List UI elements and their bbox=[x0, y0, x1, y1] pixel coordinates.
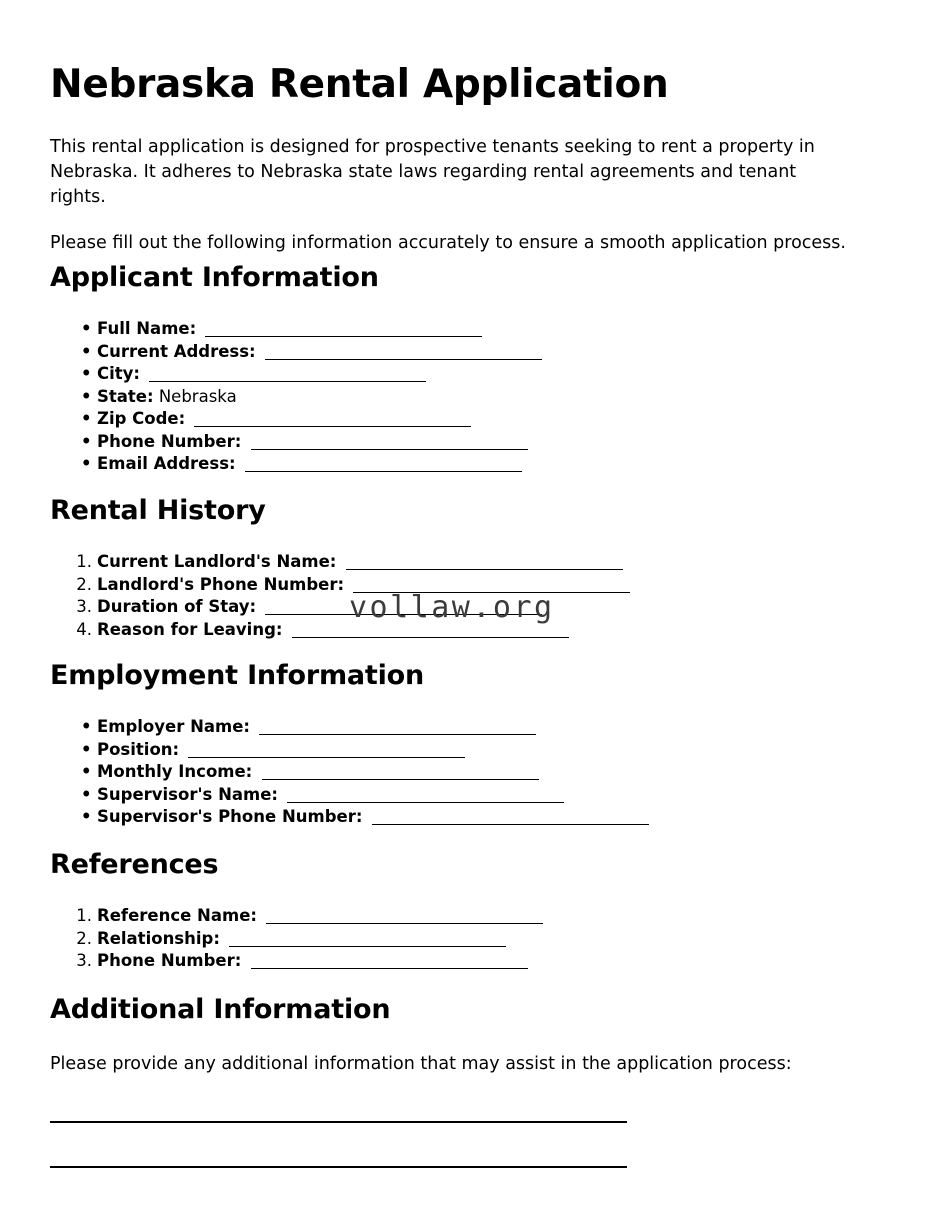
section-references bbox=[50, 849, 543, 973]
bullet-icon: • bbox=[81, 784, 92, 804]
field-label: Landlord's Phone Number: bbox=[97, 574, 345, 594]
bullet-icon: • bbox=[81, 386, 92, 406]
field-label: City: bbox=[97, 364, 141, 384]
list-item bbox=[50, 905, 543, 928]
field-blank-phone-number[interactable] bbox=[251, 436, 528, 450]
additional-information-prompt: Please provide any additional information that may assist in the application process: bbox=[50, 1054, 792, 1075]
list-item bbox=[50, 716, 649, 739]
section-heading-rental-history: Rental History bbox=[50, 495, 266, 526]
bullet-icon: • bbox=[81, 364, 92, 384]
employment-field-list bbox=[50, 716, 649, 829]
list-number: 3. bbox=[76, 951, 92, 971]
field-label: State: bbox=[97, 386, 154, 406]
list-number: 1. bbox=[76, 906, 92, 926]
bullet-icon: • bbox=[81, 762, 92, 782]
list-item bbox=[50, 386, 542, 409]
field-label: Duration of Stay: bbox=[97, 597, 257, 617]
list-item bbox=[50, 341, 542, 364]
list-item bbox=[50, 551, 630, 574]
references-field-list bbox=[50, 905, 543, 973]
additional-blank-line-1-wrap bbox=[50, 1121, 792, 1123]
list-item bbox=[50, 928, 543, 951]
list-item bbox=[50, 761, 649, 784]
field-label: Supervisor's Name: bbox=[97, 784, 279, 804]
field-label: Relationship: bbox=[97, 928, 220, 948]
field-label: Current Address: bbox=[97, 341, 256, 361]
list-item bbox=[50, 784, 649, 807]
section-additional-information bbox=[50, 994, 792, 1168]
field-blank-current-address[interactable] bbox=[265, 346, 542, 360]
list-number: 3. bbox=[76, 597, 92, 617]
list-item bbox=[50, 408, 542, 431]
field-label: Zip Code: bbox=[97, 409, 186, 429]
section-rental-history bbox=[50, 495, 630, 641]
field-blank-monthly-income[interactable] bbox=[262, 766, 539, 780]
field-blank-duration-of-stay[interactable] bbox=[265, 601, 542, 615]
field-blank-employer-name[interactable] bbox=[259, 721, 536, 735]
list-item bbox=[50, 739, 649, 762]
section-employment-information bbox=[50, 660, 649, 829]
field-label: Position: bbox=[97, 739, 180, 759]
list-item bbox=[50, 950, 543, 973]
section-heading-additional-information: Additional Information bbox=[50, 994, 391, 1025]
additional-blank-line-2-wrap bbox=[50, 1166, 792, 1168]
field-blank-email-address[interactable] bbox=[245, 458, 522, 472]
field-blank-city[interactable] bbox=[149, 368, 426, 382]
list-item bbox=[50, 574, 630, 597]
bullet-icon: • bbox=[81, 717, 92, 737]
field-label: Current Landlord's Name: bbox=[97, 552, 337, 572]
list-item bbox=[50, 619, 630, 642]
intro-paragraph-2: Please fill out the following information accurately to ensure a smooth application process. bbox=[50, 232, 846, 253]
intro-block bbox=[50, 135, 856, 255]
field-blank-landlord-phone-number[interactable] bbox=[353, 579, 630, 593]
bullet-icon: • bbox=[81, 319, 92, 339]
list-number: 4. bbox=[76, 619, 92, 639]
field-label: Full Name: bbox=[97, 319, 197, 339]
field-blank-zip-code[interactable] bbox=[194, 413, 471, 427]
section-heading-applicant-information: Applicant Information bbox=[50, 262, 379, 293]
bullet-icon: • bbox=[81, 409, 92, 429]
section-heading-references: References bbox=[50, 849, 219, 880]
additional-blank-line-2[interactable] bbox=[50, 1166, 627, 1168]
field-blank-current-landlord-name[interactable] bbox=[346, 556, 623, 570]
field-blank-supervisor-name[interactable] bbox=[287, 789, 564, 803]
field-label: Phone Number: bbox=[97, 951, 242, 971]
section-applicant-information bbox=[50, 262, 542, 476]
field-label: Phone Number: bbox=[97, 431, 242, 451]
bullet-icon: • bbox=[81, 739, 92, 759]
bullet-icon: • bbox=[81, 454, 92, 474]
field-blank-supervisor-phone-number[interactable] bbox=[372, 811, 649, 825]
list-item bbox=[50, 596, 630, 619]
field-label: Monthly Income: bbox=[97, 762, 253, 782]
list-item bbox=[50, 806, 649, 829]
list-item bbox=[50, 363, 542, 386]
field-value-state: Nebraska bbox=[158, 386, 237, 406]
section-heading-employment-information: Employment Information bbox=[50, 660, 425, 691]
list-number: 2. bbox=[76, 928, 92, 948]
field-blank-full-name[interactable] bbox=[205, 323, 482, 337]
list-number: 1. bbox=[76, 552, 92, 572]
intro-paragraph-1: This rental application is designed for prospective tenants seeking to rent a property in Nebraska. It adheres to Nebraska state laws regarding rental agreements and tenant rights. bbox=[50, 137, 815, 207]
field-blank-relationship[interactable] bbox=[229, 933, 506, 947]
rental-history-field-list bbox=[50, 551, 630, 641]
field-blank-reason-for-leaving[interactable] bbox=[292, 624, 569, 638]
field-blank-reference-phone-number[interactable] bbox=[251, 955, 528, 969]
field-label: Employer Name: bbox=[97, 717, 251, 737]
field-label: Supervisor's Phone Number: bbox=[97, 807, 363, 827]
list-item bbox=[50, 318, 542, 341]
field-label: Reason for Leaving: bbox=[97, 619, 283, 639]
list-number: 2. bbox=[76, 574, 92, 594]
additional-blank-line-1[interactable] bbox=[50, 1121, 627, 1123]
list-item bbox=[50, 453, 542, 476]
applicant-field-list bbox=[50, 318, 542, 476]
field-blank-position[interactable] bbox=[188, 744, 465, 758]
bullet-icon: • bbox=[81, 341, 92, 361]
list-item bbox=[50, 431, 542, 454]
page-title: Nebraska Rental Application bbox=[50, 62, 669, 107]
field-label: Reference Name: bbox=[97, 906, 257, 926]
bullet-icon: • bbox=[81, 807, 92, 827]
field-blank-reference-name[interactable] bbox=[266, 910, 543, 924]
field-label: Email Address: bbox=[97, 454, 236, 474]
watermark-vollaw: vollaw.org bbox=[349, 590, 555, 625]
bullet-icon: • bbox=[81, 431, 92, 451]
